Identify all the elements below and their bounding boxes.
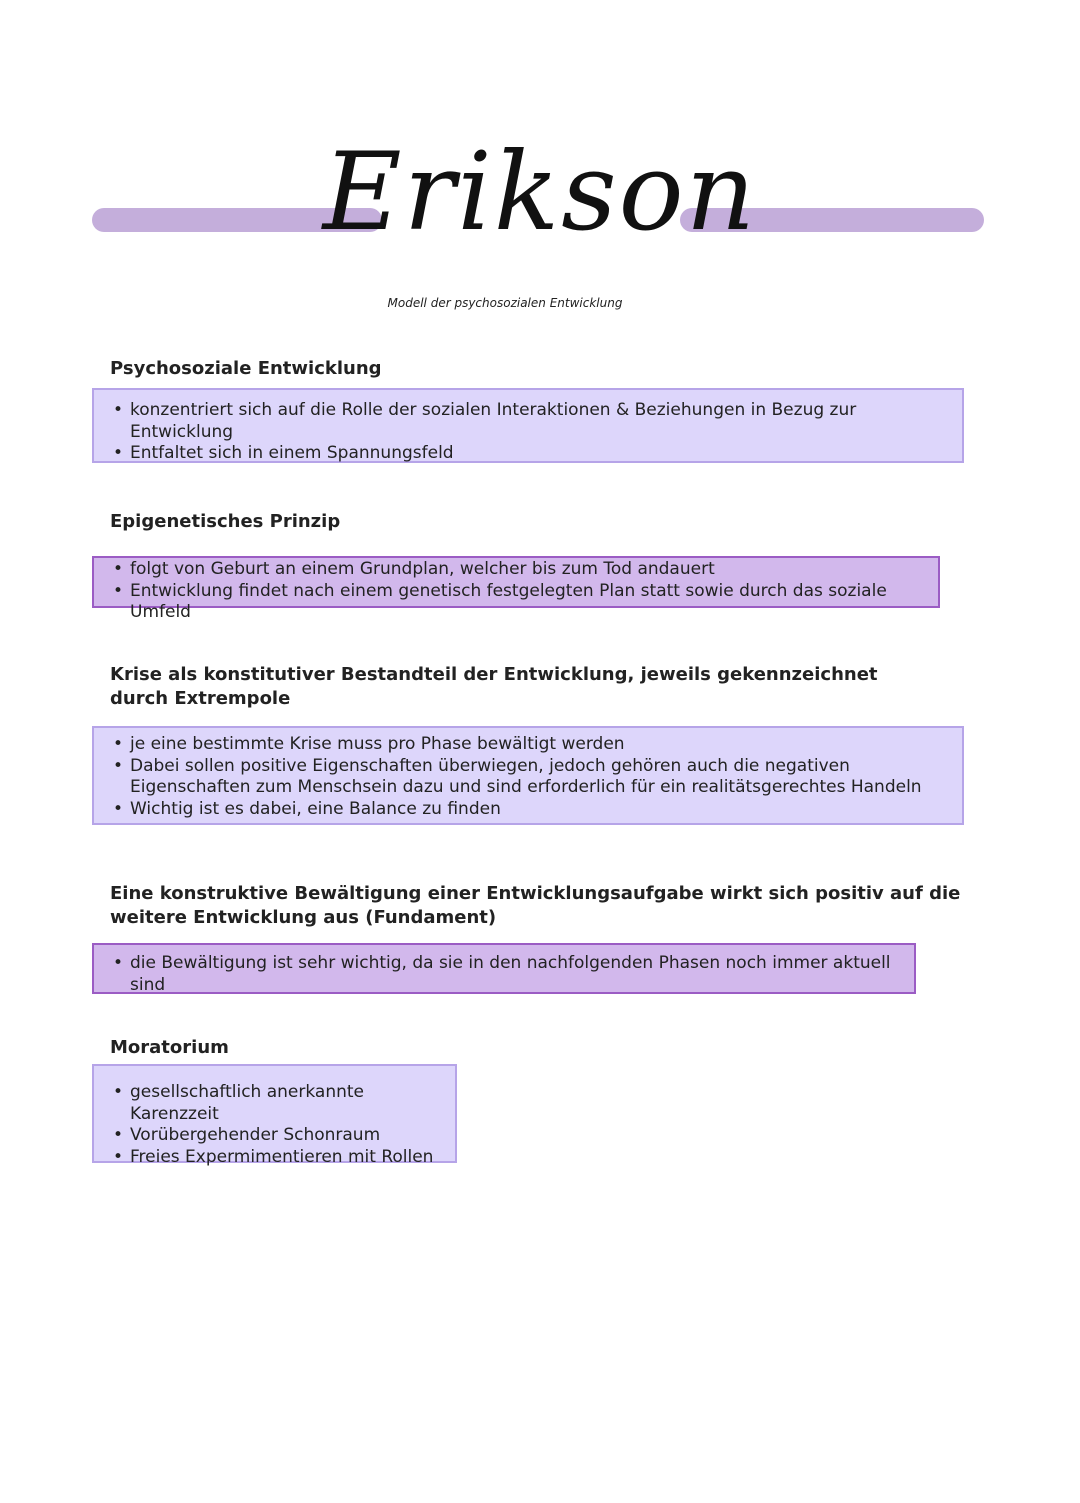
list-item: • Freies Expermimentieren mit Rollen <box>110 1147 449 1169</box>
section-heading-konstruktive-bewaeltigung: Eine konstruktive Bewältigung einer Entwicklungsaufgabe wirkt sich positiv auf die weitere Entwicklung aus (Fundament) <box>110 883 961 928</box>
list-item: • die Bewältigung ist sehr wichtig, da sie in den nachfolgenden Phasen noch immer aktuell sind <box>110 953 894 996</box>
list-item: • Dabei sollen positive Eigenschaften überwiegen, jedoch gehören auch die negativen Eigenschaften zum Menschsein dazu und sind erforderlich für ein realitätsgerechtes Handeln <box>110 756 942 799</box>
list-item: • Entfaltet sich in einem Spannungsfeld <box>110 443 942 465</box>
list-item: • Vorübergehender Schonraum <box>110 1125 449 1147</box>
page-title: Erikson <box>322 130 758 255</box>
section-box-epigenetisches-prinzip <box>92 556 940 622</box>
section-box-konstruktive-bewaeltigung <box>92 943 916 994</box>
section-heading-moratorium: Moratorium <box>110 1037 229 1058</box>
section-box-psychosoziale-entwicklung <box>92 388 964 463</box>
section-heading-epigenetisches-prinzip: Epigenetisches Prinzip <box>110 511 341 532</box>
section-box-krise <box>92 726 964 825</box>
list-item: • Wichtig ist es dabei, eine Balance zu finden <box>110 799 942 821</box>
section-box-moratorium <box>92 1064 457 1167</box>
list-item: • konzentriert sich auf die Rolle der sozialen Interaktionen & Beziehungen in Bezug zur Entwicklung <box>110 400 942 443</box>
page-subtitle: Modell der psychosozialen Entwicklung <box>387 296 623 310</box>
list-item: • je eine bestimmte Krise muss pro Phase bewältigt werden <box>110 734 942 756</box>
section-heading-krise: Krise als konstitutiver Bestandteil der Entwicklung, jeweils gekennzeichnet durch Extrempole <box>110 664 878 709</box>
list-item: • gesellschaftlich anerkannte Karenzzeit <box>110 1082 449 1125</box>
list-item: • folgt von Geburt an einem Grundplan, welcher bis zum Tod andauert <box>110 559 918 581</box>
list-item: • Entwicklung findet nach einem genetisch festgelegten Plan statt sowie durch das soziale Umfeld <box>110 581 918 624</box>
section-heading-psychosoziale-entwicklung: Psychosoziale Entwicklung <box>110 358 382 379</box>
